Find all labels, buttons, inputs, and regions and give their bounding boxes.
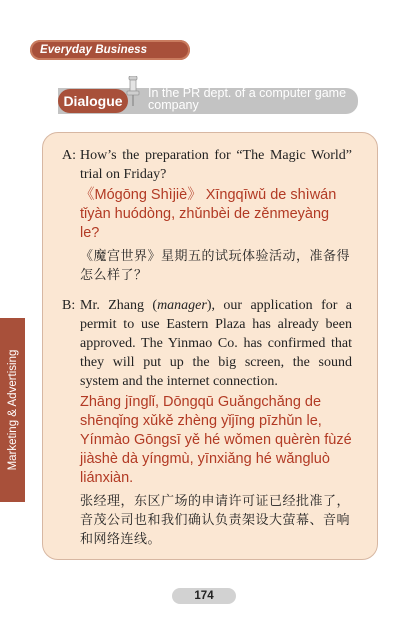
chinese-line-a: 《魔宫世界》星期五的试玩体验活动，准备得怎么样了？ — [80, 249, 351, 283]
chapter-side-label: Marketing & Advertising — [6, 349, 19, 471]
dialogue-turn-a — [62, 146, 352, 285]
pinyin-line-b: Zhāng jīnglǐ, Dōngqū Guǎngchǎng de shēnqǐng xǔkě zhèng yǐjīng pīzhǔn le, Yínmào Gōngsī yě hé wǒmen quèrèn fùzé jiàshè dà yíngmù, yīnxiǎng hé wǎngluò liánxiàn. — [80, 394, 352, 486]
series-title: Everyday Business Chinese — [40, 44, 148, 76]
page-number: 174 — [172, 588, 236, 604]
dialogue-label: Dialogue — [63, 93, 123, 109]
series-title-banner — [30, 40, 190, 76]
dialogue-label-pill — [58, 89, 128, 113]
english-line-b-role: manager — [157, 298, 207, 313]
speaker-label-a: A: — [62, 148, 76, 163]
english-line-b — [80, 296, 352, 391]
dialogue-subtitle: In the PR dept. of a computer game company — [148, 86, 347, 112]
speaker-label-b: B: — [62, 298, 76, 313]
english-line-b-post: ), our application for a permit to use Eastern Plaza has already been approved. The Yinmao Co. has confirmed that they will put up the big screen, the sound system and the internet connection. — [80, 298, 352, 389]
english-line-b-pre: Mr. Zhang ( — [80, 298, 158, 313]
chinese-line-b: 张经理，东区广场的申请许可证已经批准了，音茂公司也和我们确认负责架设大萤幕、音响和网络连线。 — [80, 494, 351, 547]
pushpin-icon — [126, 76, 140, 106]
dialogue-turn-b — [62, 296, 352, 549]
chapter-side-tab — [0, 318, 25, 502]
english-line-a: How’s the preparation for “The Magic World” trial on Friday? — [80, 148, 352, 182]
pinyin-line-a: 《Mógōng Shìjiè》 Xīngqīwǔ de shìwán tǐyàn huódòng, zhǔnbèi de zěnmeyàng le? — [80, 187, 337, 241]
